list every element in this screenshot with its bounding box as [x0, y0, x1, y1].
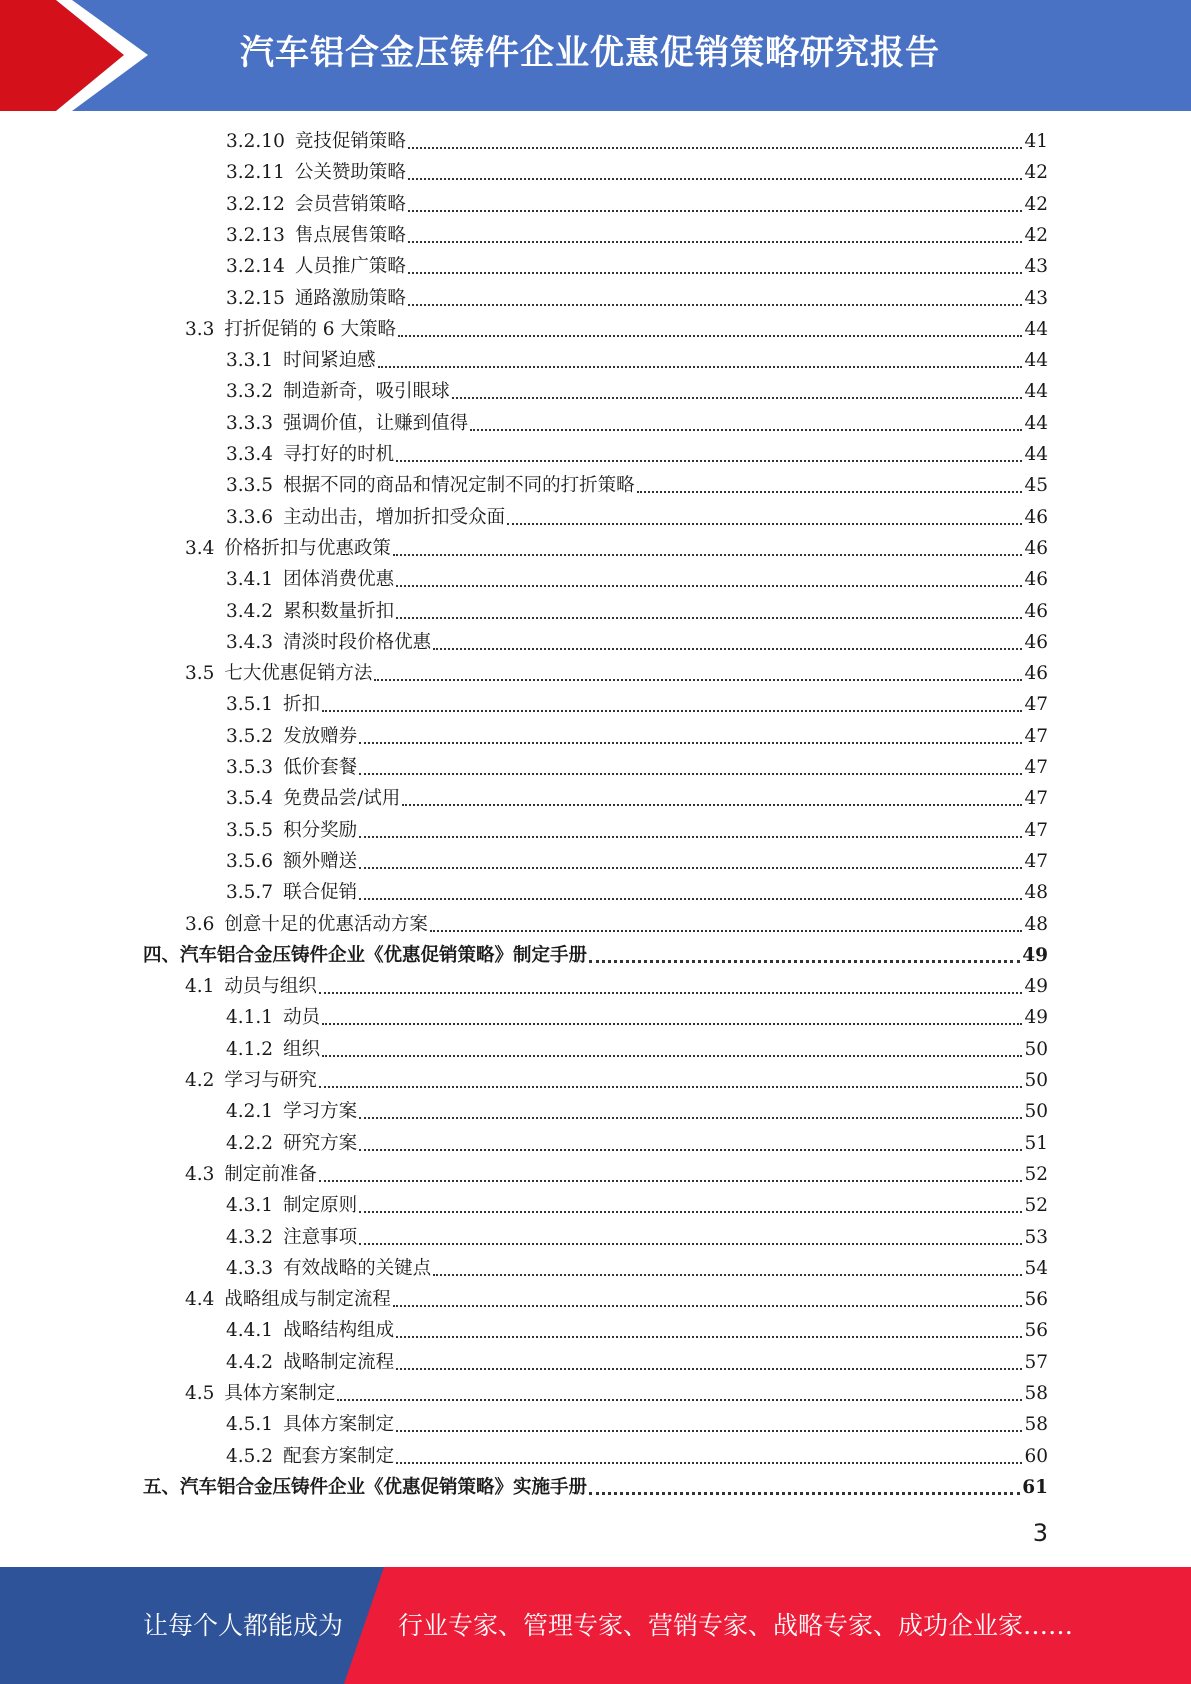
toc-entry-page: 61 [1022, 1476, 1048, 1498]
toc-entry-page: 44 [1024, 412, 1048, 434]
toc-entry-title: 七大优惠促销方法 [224, 663, 373, 685]
toc-entry-page: 47 [1024, 694, 1048, 716]
toc-entry-number: 4.2 [185, 1070, 215, 1091]
toc-dot-leader [322, 710, 1022, 712]
toc-dot-leader [398, 335, 1022, 337]
toc-entry-title: 会员营销策略 [294, 193, 406, 215]
toc-entry-page: 46 [1024, 600, 1048, 622]
toc-entry-title: 联合促销 [283, 882, 358, 904]
toc-entry-number: 4.2.1 [226, 1101, 274, 1123]
toc-entry[interactable] [226, 126, 1048, 157]
toc-entry-number: 3.5.4 [226, 788, 274, 810]
toc-entry[interactable] [226, 1409, 1048, 1440]
toc-entry-title: 有效战略的关键点 [283, 1257, 432, 1279]
toc-entry[interactable] [143, 940, 1048, 971]
toc-entry-title: 学习与研究 [224, 1070, 317, 1091]
toc-entry[interactable] [226, 408, 1048, 439]
toc-entry-title: 根据不同的商品和情况定制不同的打折策略 [283, 475, 635, 497]
toc-entry-page: 47 [1024, 850, 1048, 872]
toc-entry-number: 3.2.15 [226, 287, 285, 309]
toc-entry-number: 3.3 [185, 318, 215, 340]
report-title: 汽车铝合金压铸件企业优惠促销策略研究报告 [240, 33, 940, 73]
toc-entry-number: 3.3.6 [226, 506, 274, 528]
toc-entry-title: 创意十足的优惠活动方案 [224, 913, 428, 935]
toc-entry[interactable] [226, 189, 1048, 220]
toc-dot-leader [319, 992, 1023, 994]
toc-dot-leader [396, 1368, 1022, 1370]
toc-entry-title: 价格折扣与优惠政策 [224, 537, 391, 559]
toc-dot-leader [408, 241, 1023, 243]
toc-entry-title: 通路激励策略 [294, 287, 406, 309]
toc-entry-number: 4.5 [185, 1383, 215, 1404]
toc-entry-page: 60 [1024, 1445, 1048, 1467]
toc-entry-number: 3.4.1 [226, 569, 274, 591]
toc-entry-number: 3.5.5 [226, 819, 274, 841]
toc-entry-page: 44 [1024, 350, 1048, 372]
toc-entry-title: 打折促销的 6 大策略 [224, 318, 396, 340]
toc-entry-page: 46 [1024, 663, 1048, 685]
toc-entry-title: 学习方案 [283, 1101, 358, 1123]
toc-entry-title: 累积数量折扣 [283, 600, 395, 622]
toc-entry-title: 制造新奇，吸引眼球 [283, 381, 450, 403]
toc-dot-leader [359, 742, 1022, 744]
toc-entry-page: 50 [1024, 1070, 1048, 1091]
toc-entry-number: 4.4.2 [226, 1351, 274, 1373]
toc-entry-number: 3.5.3 [226, 757, 274, 778]
toc-entry[interactable] [226, 1315, 1048, 1346]
toc-entry-number: 3.2.11 [226, 162, 285, 184]
toc-dot-leader [507, 523, 1022, 525]
toc-entry[interactable] [226, 1034, 1048, 1065]
toc-entry-page: 42 [1024, 224, 1048, 246]
toc-entry-title: 竞技促销策略 [294, 131, 406, 152]
toc-entry-number: 3.4.2 [226, 600, 274, 622]
toc-entry-number: 3.4.3 [226, 631, 274, 653]
toc-entry[interactable] [226, 596, 1048, 627]
toc-entry-title: 研究方案 [283, 1132, 358, 1154]
toc-entry[interactable] [226, 470, 1048, 501]
toc-entry[interactable] [185, 658, 1048, 689]
toc-entry-title: 时间紧迫感 [283, 350, 376, 372]
toc-dot-leader [319, 1086, 1023, 1088]
toc-entry[interactable] [226, 877, 1048, 908]
toc-dot-leader [393, 1305, 1023, 1307]
page-footer [0, 1567, 1191, 1684]
toc-entry-number: 4.1.1 [226, 1007, 274, 1029]
toc-entry-page: 45 [1024, 475, 1048, 497]
toc-entry-number: 4.3 [185, 1163, 215, 1185]
toc-entry-number: 3.3.2 [226, 381, 274, 403]
toc-entry[interactable] [226, 752, 1048, 783]
toc-entry[interactable] [185, 314, 1048, 345]
toc-entry[interactable] [226, 627, 1048, 658]
toc-entry-page: 49 [1024, 976, 1048, 998]
toc-dot-leader [452, 397, 1023, 399]
toc-entry-number: 3.5.6 [226, 850, 274, 872]
toc-entry-page: 42 [1024, 193, 1048, 215]
toc-entry-page: 47 [1024, 788, 1048, 810]
toc-entry-page: 56 [1024, 1289, 1048, 1311]
toc-entry-page: 47 [1024, 819, 1048, 841]
toc-entry-number: 4.4.1 [226, 1320, 274, 1342]
toc-entry-title: 主动出击，增加折扣受众面 [283, 506, 506, 528]
toc-entry-page: 46 [1024, 537, 1048, 559]
toc-dot-leader [359, 867, 1022, 869]
toc-entry[interactable] [226, 1222, 1048, 1253]
toc-dot-leader [589, 960, 1020, 963]
toc-entry-title: 免费品尝/试用 [283, 788, 401, 810]
toc-entry-page: 50 [1024, 1101, 1048, 1123]
toc-entry-title: 折扣 [283, 694, 321, 716]
toc-entry[interactable] [226, 1002, 1048, 1033]
toc-dot-leader [408, 210, 1023, 212]
toc-entry-number: 3.2.10 [226, 131, 285, 152]
toc-dot-leader [408, 147, 1023, 149]
toc-entry-number: 3.2.14 [226, 256, 285, 278]
toc-entry-page: 44 [1024, 318, 1048, 340]
toc-entry[interactable] [185, 1065, 1048, 1096]
toc-entry[interactable] [226, 1441, 1048, 1472]
toc-entry[interactable] [226, 220, 1048, 251]
toc-entry-title: 售点展售策略 [294, 224, 406, 246]
toc-entry-title: 配套方案制定 [283, 1445, 395, 1467]
toc-entry[interactable] [226, 1096, 1048, 1127]
toc-entry-title: 公关赞助策略 [294, 162, 406, 184]
toc-entry[interactable] [226, 689, 1048, 720]
toc-dot-leader [396, 1430, 1022, 1432]
toc-entry-page: 56 [1024, 1320, 1048, 1342]
toc-entry-page: 43 [1024, 256, 1048, 278]
toc-entry[interactable] [226, 502, 1048, 533]
toc-entry-page: 49 [1024, 1007, 1048, 1029]
toc-entry-page: 58 [1024, 1383, 1048, 1404]
toc-entry-number: 4.3.3 [226, 1257, 274, 1279]
toc-entry-title: 强调价值，让赚到值得 [283, 412, 469, 434]
toc-entry-page: 50 [1024, 1038, 1048, 1060]
toc-entry-page: 48 [1024, 913, 1048, 935]
toc-entry-number: 3.5 [185, 663, 215, 685]
toc-entry[interactable] [226, 283, 1048, 314]
toc-dot-leader [359, 773, 1022, 775]
toc-dot-leader [402, 804, 1022, 806]
toc-entry-title: 战略制定流程 [283, 1351, 395, 1373]
toc-entry-page: 46 [1024, 631, 1048, 653]
toc-entry[interactable] [226, 564, 1048, 595]
toc-entry[interactable] [185, 1378, 1048, 1409]
toc-dot-leader [470, 429, 1022, 431]
toc-entry[interactable] [226, 1128, 1048, 1159]
toc-entry[interactable] [226, 345, 1048, 376]
footer-slogan: 让每个人都能成为 [143, 1611, 344, 1640]
toc-entry-title: 动员 [283, 1007, 321, 1029]
toc-entry[interactable] [185, 909, 1048, 940]
toc-dot-leader [322, 1023, 1022, 1025]
toc-entry[interactable] [226, 1253, 1048, 1284]
toc-entry[interactable] [185, 1284, 1048, 1315]
toc-entry-page: 47 [1024, 725, 1048, 747]
toc-dot-leader [408, 178, 1023, 180]
toc-entry-number: 4.3.1 [226, 1195, 274, 1217]
toc-entry-page: 58 [1024, 1414, 1048, 1436]
toc-entry[interactable] [226, 251, 1048, 282]
toc-dot-leader [433, 648, 1022, 650]
toc-dot-leader [359, 1243, 1022, 1245]
toc-entry-number: 3.6 [185, 913, 215, 935]
toc-entry-page: 48 [1024, 882, 1048, 904]
toc-entry[interactable] [226, 439, 1048, 470]
toc-entry-number: 3.5.7 [226, 882, 274, 904]
toc-entry[interactable] [185, 1159, 1048, 1190]
toc-entry-title: 具体方案制定 [224, 1383, 336, 1404]
toc-dot-leader [396, 617, 1022, 619]
toc-entry-number: 3.2.12 [226, 193, 285, 215]
page-number: 3 [1032, 1519, 1048, 1547]
toc-entry-title: 战略组成与制定流程 [224, 1289, 391, 1311]
toc-entry-page: 54 [1024, 1257, 1048, 1279]
toc-dot-leader [359, 1211, 1022, 1213]
toc-dot-leader [430, 930, 1023, 932]
toc-entry-number: 4.1 [185, 976, 215, 998]
chevron-arrow-icon [0, 0, 160, 111]
toc-dot-leader [374, 679, 1022, 681]
toc-dot-leader [396, 585, 1022, 587]
toc-entry-title: 团体消费优惠 [283, 569, 395, 591]
toc-entry[interactable] [226, 376, 1048, 407]
toc-entry-page: 46 [1024, 506, 1048, 528]
toc-entry[interactable] [226, 815, 1048, 846]
toc-entry-number: 3.5.1 [226, 694, 274, 716]
toc-entry-title: 战略结构组成 [283, 1320, 395, 1342]
toc-entry-page: 44 [1024, 381, 1048, 403]
toc-entry-page: 57 [1024, 1351, 1048, 1373]
toc-dot-leader [637, 491, 1023, 493]
toc-entry-number: 4.5.1 [226, 1414, 274, 1436]
toc-entry-title: 具体方案制定 [283, 1414, 395, 1436]
toc-dot-leader [396, 1462, 1022, 1464]
toc-entry-title: 积分奖励 [283, 819, 358, 841]
toc-dot-leader [408, 272, 1023, 274]
toc-entry[interactable] [226, 1190, 1048, 1221]
toc-entry-number: 3.3.4 [226, 444, 274, 465]
toc-dot-leader [393, 554, 1023, 556]
toc-entry-number: 4.2.2 [226, 1132, 274, 1154]
toc-entry-number: 4.4 [185, 1289, 215, 1311]
toc-entry[interactable] [226, 721, 1048, 752]
toc-entry-number: 4.5.2 [226, 1445, 274, 1467]
toc-entry[interactable] [185, 533, 1048, 564]
toc-entry[interactable] [226, 846, 1048, 877]
toc-entry-title: 五、汽车铝合金压铸件企业《优惠促销策略》实施手册 [143, 1476, 588, 1498]
toc-dot-leader [359, 1149, 1022, 1151]
toc-dot-leader [359, 898, 1022, 900]
toc-entry-number: 4.3.2 [226, 1226, 274, 1248]
toc-dot-leader [378, 366, 1023, 368]
toc-entry-title: 清淡时段价格优惠 [283, 631, 432, 653]
toc-entry-page: 52 [1024, 1163, 1048, 1185]
report-header [0, 0, 1191, 111]
toc-entry-page: 44 [1024, 444, 1048, 465]
toc-entry-number: 3.2.13 [226, 224, 285, 246]
toc-entry-title: 额外赠送 [283, 850, 358, 872]
toc-dot-leader [396, 1336, 1022, 1338]
toc-entry-page: 49 [1022, 944, 1048, 966]
toc-entry-title: 人员推广策略 [294, 256, 406, 278]
toc-entry-title: 动员与组织 [224, 976, 317, 998]
toc-entry-title: 制定原则 [283, 1195, 358, 1217]
toc-dot-leader [359, 836, 1022, 838]
toc-entry-title: 低价套餐 [283, 757, 358, 778]
footer-roles: 行业专家、管理专家、营销专家、战略专家、成功企业家…… [398, 1611, 1074, 1640]
toc-entry-title: 注意事项 [283, 1226, 358, 1248]
toc-entry[interactable] [226, 157, 1048, 188]
toc-entry-page: 53 [1024, 1226, 1048, 1248]
toc-entry-page: 41 [1024, 131, 1048, 152]
toc-entry[interactable] [226, 1347, 1048, 1378]
toc-entry-title: 制定前准备 [224, 1163, 317, 1185]
toc-entry-page: 51 [1024, 1132, 1048, 1154]
toc-dot-leader [322, 1055, 1022, 1057]
toc-entry-number: 3.5.2 [226, 725, 274, 747]
toc-dot-leader [337, 1399, 1022, 1401]
toc-entry-number: 4.1.2 [226, 1038, 274, 1060]
toc-entry-page: 47 [1024, 757, 1048, 778]
toc-entry-page: 43 [1024, 287, 1048, 309]
toc-entry-page: 42 [1024, 162, 1048, 184]
toc-entry-title: 四、汽车铝合金压铸件企业《优惠促销策略》制定手册 [143, 944, 588, 966]
toc-entry-title: 发放赠券 [283, 725, 358, 747]
toc-entry-title: 寻打好的时机 [283, 444, 395, 465]
toc-entry-page: 46 [1024, 569, 1048, 591]
toc-entry-title: 组织 [283, 1038, 321, 1060]
toc-entry-number: 3.3.1 [226, 350, 274, 372]
toc-entry[interactable] [226, 783, 1048, 814]
toc-dot-leader [589, 1492, 1020, 1495]
toc-entry-page: 52 [1024, 1195, 1048, 1217]
toc-entry[interactable] [185, 971, 1048, 1002]
toc-dot-leader [319, 1180, 1023, 1182]
toc-entry-number: 3.3.3 [226, 412, 274, 434]
toc-entry-number: 3.4 [185, 537, 215, 559]
toc-dot-leader [433, 1274, 1022, 1276]
toc-dot-leader [396, 460, 1022, 462]
toc-entry-number: 3.3.5 [226, 475, 274, 497]
toc-dot-leader [408, 304, 1023, 306]
toc-entry[interactable] [143, 1472, 1048, 1503]
toc-dot-leader [359, 1117, 1022, 1119]
